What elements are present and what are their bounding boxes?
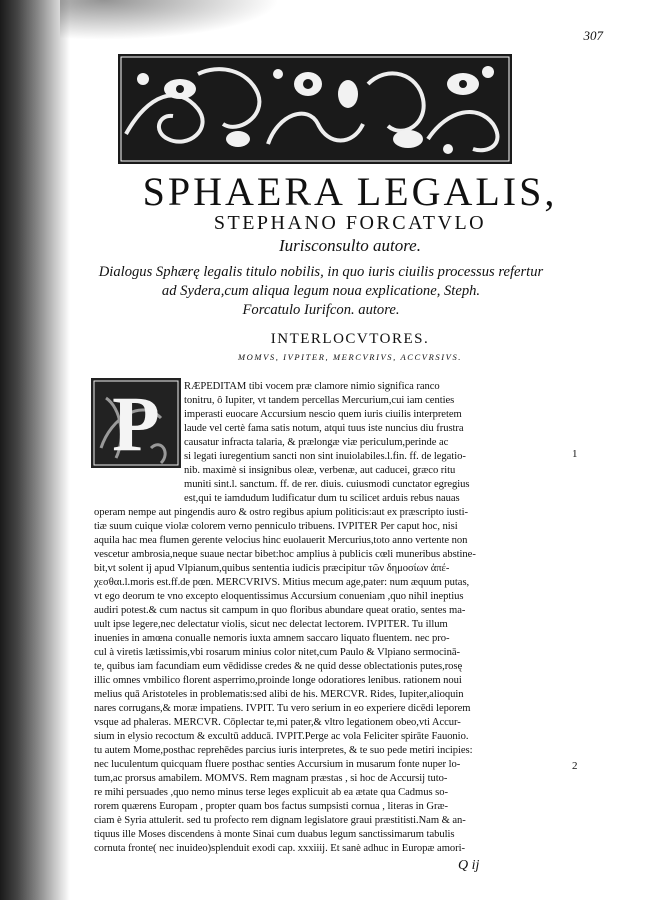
text-line: ciam è Syria attulerit. sed tu profecto rem dignam legislatore graui præstitisti.Nam & an- xyxy=(94,815,466,826)
text-line: cul à viretis lætissimis,vbi rosarum minius color nitet,cum Paulo & Vlpiano sermocinā- xyxy=(94,647,460,658)
dialogue-line: ad Sydera,cum aliqua legum noua explicatione, Steph. xyxy=(161,283,481,299)
text-line: vt ego deorum te vno excepto eloquentissimus Accursium conueniam ,quo nihil ineptius xyxy=(94,591,464,602)
margin-note: 1 xyxy=(572,448,578,460)
text-line: nec luculentum quicquam fluere posthac senties Accursium in musarum fonte nuper lo- xyxy=(94,759,461,770)
text-line: nares corrugans,& moræ impatiens. IVPIT. Tu vero serium in eo experiere dicēdi leporem xyxy=(94,703,471,714)
text-line: RÆPEDITAM tibi vocem præ clamore nimio significa ranco xyxy=(184,381,440,392)
text-line: aquila hac mea flumen gerente velocius hinc euolauerit Mercurius,toto anno vertente non xyxy=(94,535,468,546)
text-line: re mihi persuades ,quo nemo minus terse leges explicuit ab ea ætate qua Cadmus so- xyxy=(94,787,448,798)
page-title: SPHAERA LEGALIS, xyxy=(142,169,558,214)
text-line: rorem quærens Europam , propter quam bos factus sumpsisti cornua , literas in Græ- xyxy=(94,801,448,812)
author-name: STEPHANO FORCATVLO xyxy=(213,212,487,234)
text-line: illic omnes vmbilico florent asperrimo,proinde longe odoratiores lenibus. rationem noui xyxy=(94,675,462,686)
decorated-initial xyxy=(91,378,181,468)
headpiece-ornament-icon xyxy=(118,54,512,164)
ink-smudge xyxy=(60,0,280,40)
text-line: uult ipse legere,nec delectatur violis, sicut nec delectat lectorem. IVPITER. Tu illum xyxy=(94,619,448,630)
text-line: tiquus ille Moses discendens à monte Sinai cum duabus legum sanctissimarum tabulis xyxy=(94,829,455,840)
folio-number: 307 xyxy=(583,28,603,43)
text-line: audiri potest.& cum nactus sit campum in quo floribus abundare queat oratio, sentes ma- xyxy=(94,605,466,616)
speaker-list: MOMVS, IVPITER, MERCVRIVS, ACCVRSIVS. xyxy=(237,352,463,362)
text-line: sium in elysio recoctum & excultū adducā. IVPIT.Perge ac vola Feliciter spirāte Fauonio. xyxy=(94,731,469,742)
drop-cap-letter: P xyxy=(112,380,160,467)
text-line: tu autem Mome,posthac reprehēdes parcius iuris interpretes, & te suo pede metiri incipies: xyxy=(94,745,473,756)
interlocutors-heading: INTERLOCVTORES. xyxy=(270,331,430,347)
dialogue-description xyxy=(98,263,544,320)
drop-cap-icon xyxy=(91,378,181,468)
text-line: melius quā Aristoteles in problematis:sed alibi de his. MERCVR. Rides, Iupiter,alioquin xyxy=(94,689,464,700)
text-line: si legati iuregentium sancti non sint inuiolabiles.l.fin. ff. de legatio- xyxy=(184,451,466,462)
text-line: inuenies in amœna conualle nemoris iuxta amnem saccaro liquato fluentem. nec pro- xyxy=(94,633,450,644)
signature-mark: Q ij xyxy=(458,858,480,873)
text-line: tiæ suum cuique violæ colorem verno penniculo tribuens. IVPITER Per caput hoc, nisi xyxy=(94,521,458,532)
text-line: imperasti euocare Accursium nescio quem iuris ciuilis interpretem xyxy=(184,409,462,420)
dialogue-line: Dialogus Sphærę legalis titulo nobilis, in quo iuris ciuilis processus refertur xyxy=(98,264,544,280)
text-line: operam nempe aut pingendis auro & ostro regibus apium politicis:aut ex præscripto iusti- xyxy=(94,507,468,518)
dialogue-line: Forcatulo Iurifcon. autore. xyxy=(242,302,400,318)
text-line: te, quibus iam facundiam eum vēdidisse credes & ne quid desse oblectationis putes,rosę xyxy=(94,661,463,672)
author-role: Iurisconsulto autore. xyxy=(279,236,421,255)
text-line: tonitru, ô Iupiter, vt tandem percellas Mercurium,cui iam centies xyxy=(184,395,455,406)
text-line: tum,ac prorsus amabilem. MOMVS. Rem magnam præstas , si hoc de Accursij tuto- xyxy=(94,773,448,784)
text-line: χεσθαι.l.moris est.ff.de pœn. MERCVRIVS. Mitius mecum age,pater: num æquum putas, xyxy=(94,577,470,588)
margin-note: 2 xyxy=(572,760,578,772)
text-line: cornuta fronte( nec inuideo)splenduit exodi cap. xxxiiij. Et sanè adhuc in Europæ amori- xyxy=(94,843,465,854)
text-line: bit,vt solent ij apud Vlpianum,quibus sententia iudicis præcipitur τῶν δημοσίων ἀπέ- xyxy=(94,563,450,574)
text-line: laude vel certè fama satis notum, atqui tuus iste nuncius diu frustra xyxy=(184,423,464,434)
text-line: nib. maximè si insignibus oleæ, verbenæ, aut caducei, græco ritu xyxy=(184,465,456,476)
text-line: est,qui te iamdudum ludificatur dum tu scilicet arduis rebus nauas xyxy=(184,493,460,504)
text-line: vescetur ambrosia,neque suaue nectar bibet:hoc amplius à publicis cœli muneribus abstine- xyxy=(94,549,476,560)
text-line: vsque ad phaleras. MERCVR. Cōplectar te,mi pater,& vltro legationem obeo,vti Accur- xyxy=(94,717,461,728)
text-line: causatur infracta talaria, & prælongæ viæ periculum,perinde ac xyxy=(184,437,449,448)
ornamental-headpiece xyxy=(118,54,512,164)
text-line: muniti sint.l. sanctum. ff. de rer. diuis. cuiusmodi cunctator egregius xyxy=(184,479,470,490)
page-edge-shadow xyxy=(0,0,70,900)
